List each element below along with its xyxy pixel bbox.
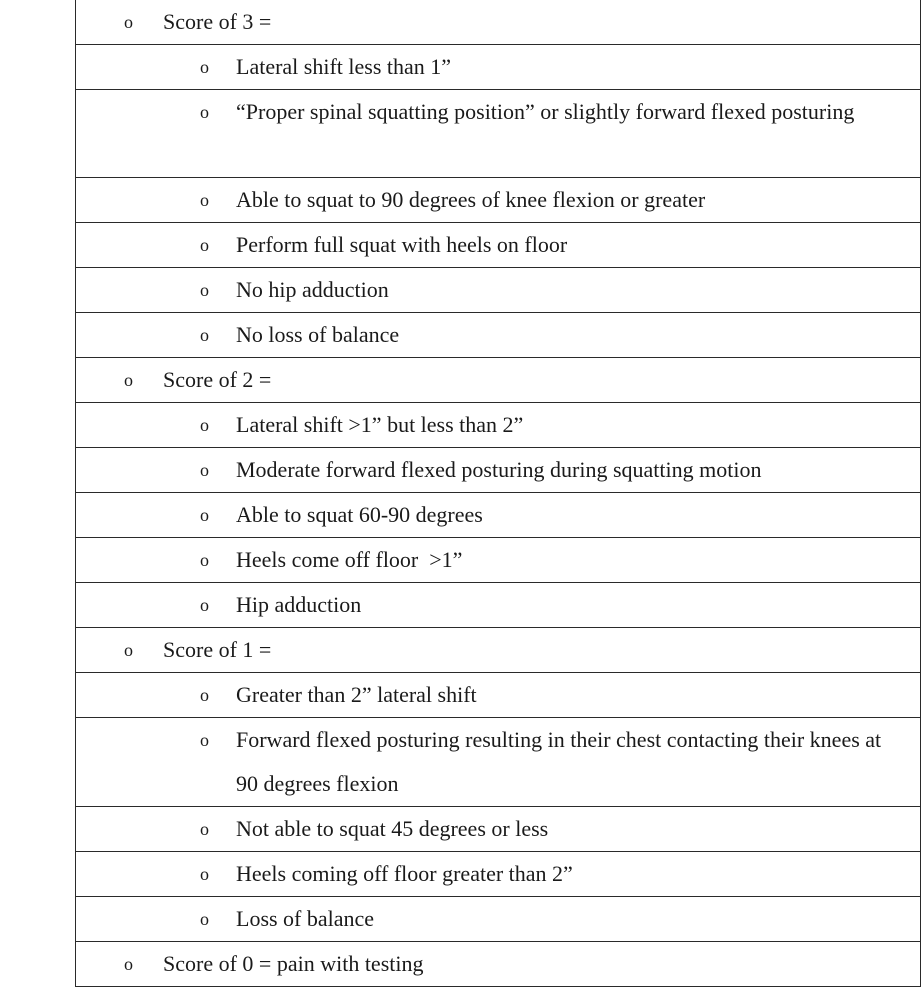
table-row: [76, 268, 921, 313]
list-bullet: o: [200, 685, 209, 705]
list-bullet: o: [200, 102, 209, 122]
table-row: [76, 358, 921, 403]
criterion-text: Forward flexed posturing resulting in their chest contacting their knees at 90 degrees flexion: [236, 727, 882, 796]
criterion-cell: [76, 897, 921, 942]
score-heading: Score of 2 =: [163, 367, 272, 392]
table-row: [76, 448, 921, 493]
criterion-text: Moderate forward flexed posturing during squatting motion: [236, 457, 762, 482]
criterion-cell: [76, 268, 921, 313]
criterion-cell: [76, 90, 921, 178]
table-row: [76, 628, 921, 673]
criterion-text: Lateral shift less than 1”: [236, 54, 452, 79]
table-row: [76, 403, 921, 448]
criterion-cell: [76, 718, 921, 807]
criterion-text: Lateral shift >1” but less than 2”: [236, 412, 524, 437]
list-bullet: o: [200, 595, 209, 615]
score-heading-cell: [76, 0, 921, 45]
list-bullet: o: [124, 12, 133, 32]
list-bullet: o: [200, 235, 209, 255]
list-bullet: o: [200, 460, 209, 480]
score-heading: Score of 1 =: [163, 637, 272, 662]
table-row: [76, 45, 921, 90]
list-bullet: o: [124, 640, 133, 660]
list-bullet: o: [124, 370, 133, 390]
list-bullet: o: [124, 954, 133, 974]
criterion-text: Able to squat 60-90 degrees: [236, 502, 483, 527]
criterion-cell: [76, 807, 921, 852]
table-row: [76, 807, 921, 852]
criterion-cell: [76, 583, 921, 628]
table-row: [76, 223, 921, 268]
criterion-cell: [76, 673, 921, 718]
table-row: [76, 90, 921, 178]
criterion-cell: [76, 45, 921, 90]
list-bullet: o: [200, 57, 209, 77]
table-row: [76, 852, 921, 897]
criterion-text: No hip adduction: [236, 277, 389, 302]
table-row: [76, 673, 921, 718]
criterion-cell: [76, 852, 921, 897]
table-row: [76, 538, 921, 583]
table-row: [76, 178, 921, 223]
list-bullet: o: [200, 550, 209, 570]
list-bullet: o: [200, 864, 209, 884]
scoring-criteria-table: [75, 0, 921, 987]
criterion-text: Loss of balance: [236, 906, 375, 931]
list-bullet: o: [200, 280, 209, 300]
criterion-text: No loss of balance: [236, 322, 400, 347]
list-bullet: o: [200, 190, 209, 210]
table-row: [76, 942, 921, 987]
table-row: [76, 718, 921, 807]
list-bullet: o: [200, 415, 209, 435]
criterion-text: Able to squat to 90 degrees of knee flexion or greater: [236, 187, 706, 212]
table-row: [76, 493, 921, 538]
criterion-cell: [76, 448, 921, 493]
criterion-text: Hip adduction: [236, 592, 362, 617]
criterion-cell: [76, 403, 921, 448]
criterion-cell: [76, 178, 921, 223]
criterion-text: Heels coming off floor greater than 2”: [236, 861, 573, 886]
criterion-cell: [76, 313, 921, 358]
criterion-cell: [76, 538, 921, 583]
list-bullet: o: [200, 730, 209, 750]
score-heading-cell: [76, 942, 921, 987]
table-row: [76, 583, 921, 628]
score-heading: Score of 0 = pain with testing: [163, 951, 424, 976]
criterion-text: Greater than 2” lateral shift: [236, 682, 477, 707]
list-bullet: o: [200, 909, 209, 929]
table-row: [76, 313, 921, 358]
criterion-cell: [76, 223, 921, 268]
score-heading: Score of 3 =: [163, 9, 272, 34]
list-bullet: o: [200, 819, 209, 839]
list-bullet: o: [200, 325, 209, 345]
table-row: [76, 897, 921, 942]
score-heading-cell: [76, 358, 921, 403]
score-heading-cell: [76, 628, 921, 673]
criterion-cell: [76, 493, 921, 538]
criterion-text: Not able to squat 45 degrees or less: [236, 816, 549, 841]
table-row: [76, 0, 921, 45]
criterion-text: “Proper spinal squatting position” or slightly forward flexed posturing: [236, 99, 855, 124]
criterion-text: Perform full squat with heels on floor: [236, 232, 568, 257]
criterion-text: Heels come off floor >1”: [236, 547, 463, 572]
list-bullet: o: [200, 505, 209, 525]
